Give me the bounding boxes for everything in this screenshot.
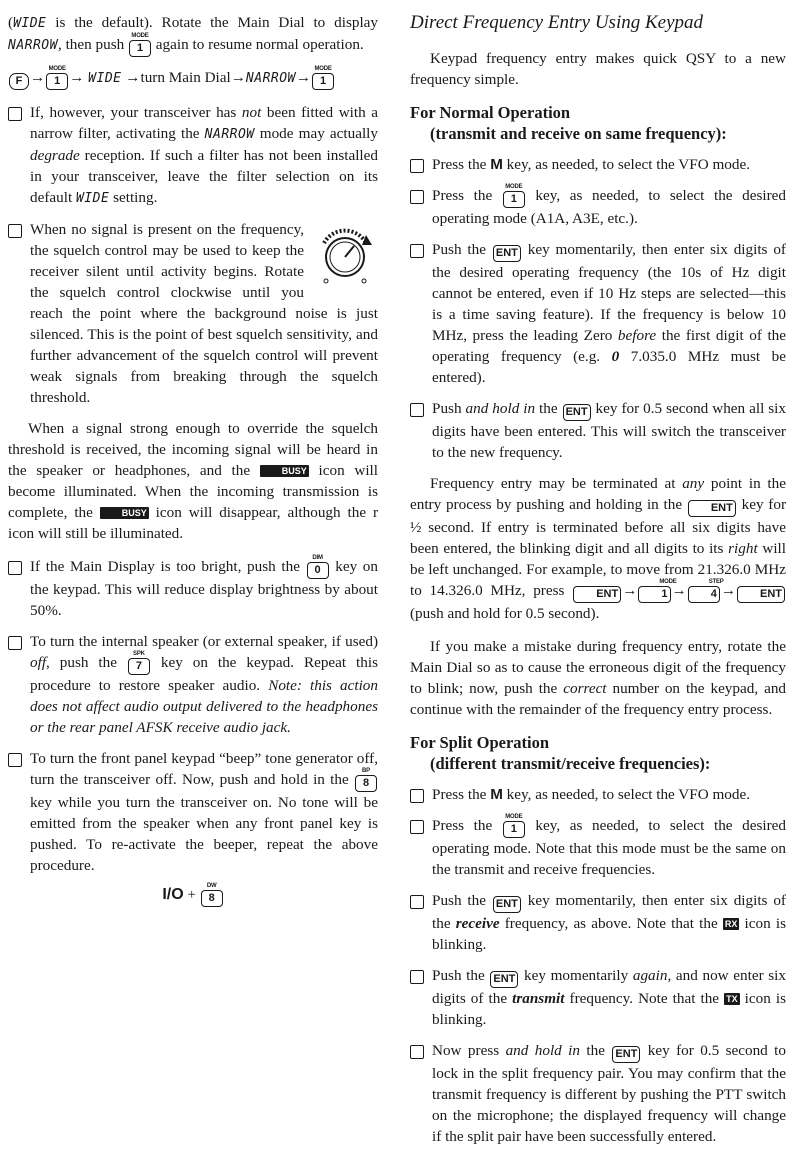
- ent-key: ENT: [563, 404, 591, 421]
- mode-key: MODE 1: [129, 40, 151, 57]
- list-item: Push the ENT key momentarily, then enter six digits of the receive frequency, as above. Note that the RX icon is blinking.: [410, 890, 786, 955]
- ent-key: ENT: [612, 1046, 640, 1063]
- checkbox-icon: [8, 753, 22, 767]
- filter-continuation-text: (WIDE is the default). Rotate the Main Dial to display NARROW, then push MODE 1 again to resume normal operation.: [8, 12, 378, 57]
- list-item: Press the MODE 1 key, as needed, to select the desired operating mode (A1A, A3E, etc.).: [410, 185, 786, 229]
- section-title: Direct Frequency Entry Using Keypad: [410, 12, 704, 33]
- list-item: Push the ENT key momentarily, then enter six digits of the desired operating frequency (the 10s of Hz digit cannot be entered, even if 10 Hz steps are selected—this is a time saving feature). If the frequency is below 10 MHz, press the leading Zero before the first digit of the operating frequency (e.g. 0 7.035.0 MHz must be entered).: [410, 239, 786, 388]
- ent-key: ENT: [573, 586, 621, 603]
- normal-operation-heading: For Normal Operation (transmit and receive on same frequency):: [410, 103, 727, 143]
- narrow-lcd-text: NARROW: [8, 38, 58, 53]
- split-operation-heading: For Split Operation (different transmit/receive frequencies):: [410, 733, 711, 773]
- wide-lcd-text: WIDE: [75, 191, 110, 206]
- mode-key: MODE 1: [312, 73, 334, 90]
- list-item: Press the M key, as needed, to select the VFO mode.: [410, 784, 786, 805]
- checkbox-icon: [410, 895, 424, 909]
- ent-key: ENT: [490, 971, 518, 988]
- bp-key: BP 8: [355, 775, 377, 792]
- ent-key: ENT: [688, 500, 736, 517]
- spk-key: SPK 7: [128, 658, 150, 675]
- list-item: Push and hold in the ENT key for 0.5 second when all six digits have been entered. This will switch the transceiver to the new frequency.: [410, 398, 786, 463]
- list-item: Now press and hold in the ENT key for 0.5 second to lock in the split frequency pair. You may confirm that the transmit frequency is different by pushing the PTT switch on the microphone; the displayed frequency will change if the split pair have been successfully entered.: [410, 1040, 786, 1147]
- list-item: Press the M key, as needed, to select the VFO mode.: [410, 154, 786, 175]
- dim-key: DIM 0: [307, 562, 329, 579]
- busy-icon: BUSY: [260, 465, 309, 477]
- narrow-lcd-text: NARROW: [204, 127, 255, 142]
- power-on-key-combo: I/O + DW 8: [8, 886, 378, 907]
- mode-key: MODE 1: [46, 73, 68, 90]
- list-item: If the Main Display is too bright, push the DIM 0 key on the keypad. This will reduce display brightness by about 50%.: [8, 556, 378, 621]
- left-column: [8, 12, 378, 907]
- right-column: [410, 12, 786, 1157]
- checkbox-icon: [410, 159, 424, 173]
- wide-lcd-text: WIDE: [88, 71, 122, 86]
- busy-icon: BUSY: [100, 507, 149, 519]
- squelch-knob-icon: [312, 219, 378, 285]
- checkbox-icon: [8, 224, 22, 238]
- checkbox-icon: [410, 789, 424, 803]
- checkbox-icon: [8, 636, 22, 650]
- checkbox-icon: [410, 1045, 424, 1059]
- checkbox-icon: [410, 970, 424, 984]
- narrow-lcd-text: NARROW: [245, 71, 296, 86]
- rx-icon: RX: [724, 919, 738, 929]
- mode-key: MODE 1: [638, 586, 670, 603]
- f-key: F: [9, 73, 29, 90]
- checkbox-icon: [8, 107, 22, 121]
- bp-key: DW 8: [201, 890, 223, 907]
- termination-paragraph: Frequency entry may be terminated at any point in the entry process by pushing and holding in the ENT key for ½ second. If entry is terminated before all six digits have been entered, the blinking digit and all digits to its right will be left unchanged. For example, to move from 21.326.0 MHz to 14.326.0 MHz, press ENT → MODE 1 → STEP 4 → ENT (push and hold for 0.5 second).: [410, 475, 787, 622]
- checkbox-icon: [410, 820, 424, 834]
- checkbox-icon: [410, 190, 424, 204]
- list-item: Push the ENT key momentarily again, and now enter six digits of the transmit frequency. Note that the TX icon is blinking.: [410, 965, 786, 1030]
- ent-key: ENT: [493, 245, 521, 262]
- m-key: M: [490, 156, 503, 173]
- mistake-paragraph: If you make a mistake during frequency entry, rotate the Main Dial so as to cause the erroneous digit of the frequency to blink; now, push the correct number on the keypad, and continue with the remainder of the frequency entry process.: [410, 638, 787, 718]
- checkbox-icon: [410, 244, 424, 258]
- step-key: STEP 4: [688, 586, 720, 603]
- list-item: To turn the internal speaker (or external speaker, if used) off, push the SPK 7 key on the keypad. Repeat this procedure to restore speaker audio. Note: this action does not affect audio output delivered to the headphones or the rear panel AFSK receive audio jack.: [8, 631, 378, 738]
- busy-icon-paragraph: When a signal strong enough to override the squelch threshold is received, the incoming signal will be heard in the speaker or headphones, and the BUSY icon will become illuminated. When the incoming transmission is complete, the BUSY icon will disappear, although the r icon will still be illuminated.: [8, 420, 378, 542]
- checkbox-icon: [8, 561, 22, 575]
- ent-key: ENT: [737, 586, 785, 603]
- intro-paragraph: Keypad frequency entry makes quick QSY to a new frequency simple.: [410, 50, 786, 88]
- mode-key: MODE 1: [503, 821, 525, 838]
- tx-icon: TX: [726, 994, 738, 1004]
- checkbox-icon: [410, 403, 424, 417]
- ent-key: ENT: [493, 896, 521, 913]
- list-item: To turn the front panel keypad “beep” tone generator off, turn the transceiver off. Now, push and hold in the BP 8 key while you turn the transceiver on. No tone will be emitted from the speaker when any front panel key is pushed. To re-activate the beeper, repeat the above procedure.: [8, 748, 378, 876]
- list-item: If, however, your transceiver has not been fitted with a narrow filter, activating the NARROW mode may actually degrade reception. If such a filter has not been installed in your transceiver, leave the filter selection on its default WIDE setting.: [8, 102, 378, 209]
- list-item: When no signal is present on the frequency, the squelch control may be used to keep the receiver silent until activity begins. Rotate the squelch control clockwise until you reach the point where the background noise is just silenced. This is the point of best squelch sensitivity, and further advancement of the squelch control will prevent weak signals from breaking through the squelch threshold.: [8, 219, 378, 408]
- m-key: M: [490, 786, 503, 803]
- filter-key-sequence: F → MODE 1 → WIDE →turn Main Dial→NARROW→ MODE 1: [8, 67, 378, 90]
- mode-key: MODE 1: [503, 191, 525, 208]
- wide-lcd-text: WIDE: [13, 16, 47, 31]
- list-item: Press the MODE 1 key, as needed, to select the desired operating mode. Note that this mode must be the same on the transmit and receive frequencies.: [410, 815, 786, 880]
